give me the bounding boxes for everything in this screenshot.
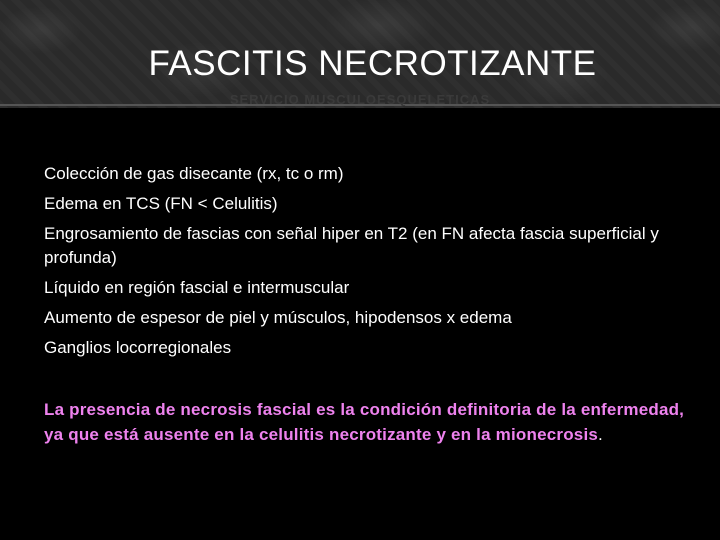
bullet-item: Aumento de espesor de piel y músculos, hipodensos x edema — [44, 308, 512, 327]
bullet-item: Engrosamiento de fascias con señal hiper en T2 (en FN afecta fascia superficial y profunda) — [44, 224, 659, 267]
bullet-item: Edema en TCS (FN < Celulitis) — [44, 194, 278, 213]
bullet-item: Colección de gas disecante (rx, tc o rm) — [44, 164, 344, 183]
bullet-list — [44, 162, 694, 366]
slide-title: FASCITIS NECROTIZANTE — [148, 44, 597, 83]
bullet-item: Líquido en región fascial e intermuscular — [44, 278, 350, 297]
highlight-note — [44, 397, 694, 447]
highlight-note-period: . — [598, 425, 603, 444]
bullet-item: Ganglios locorregionales — [44, 338, 232, 357]
highlight-note-text: La presencia de necrosis fascial es la condición definitoria de la enfermedad, ya que está ausente en la celulitis necrotizante y en la mionecrosis — [44, 400, 685, 444]
slide-subtitle: SERVICIO MUSCULOESQUELETICAS — [229, 94, 491, 106]
